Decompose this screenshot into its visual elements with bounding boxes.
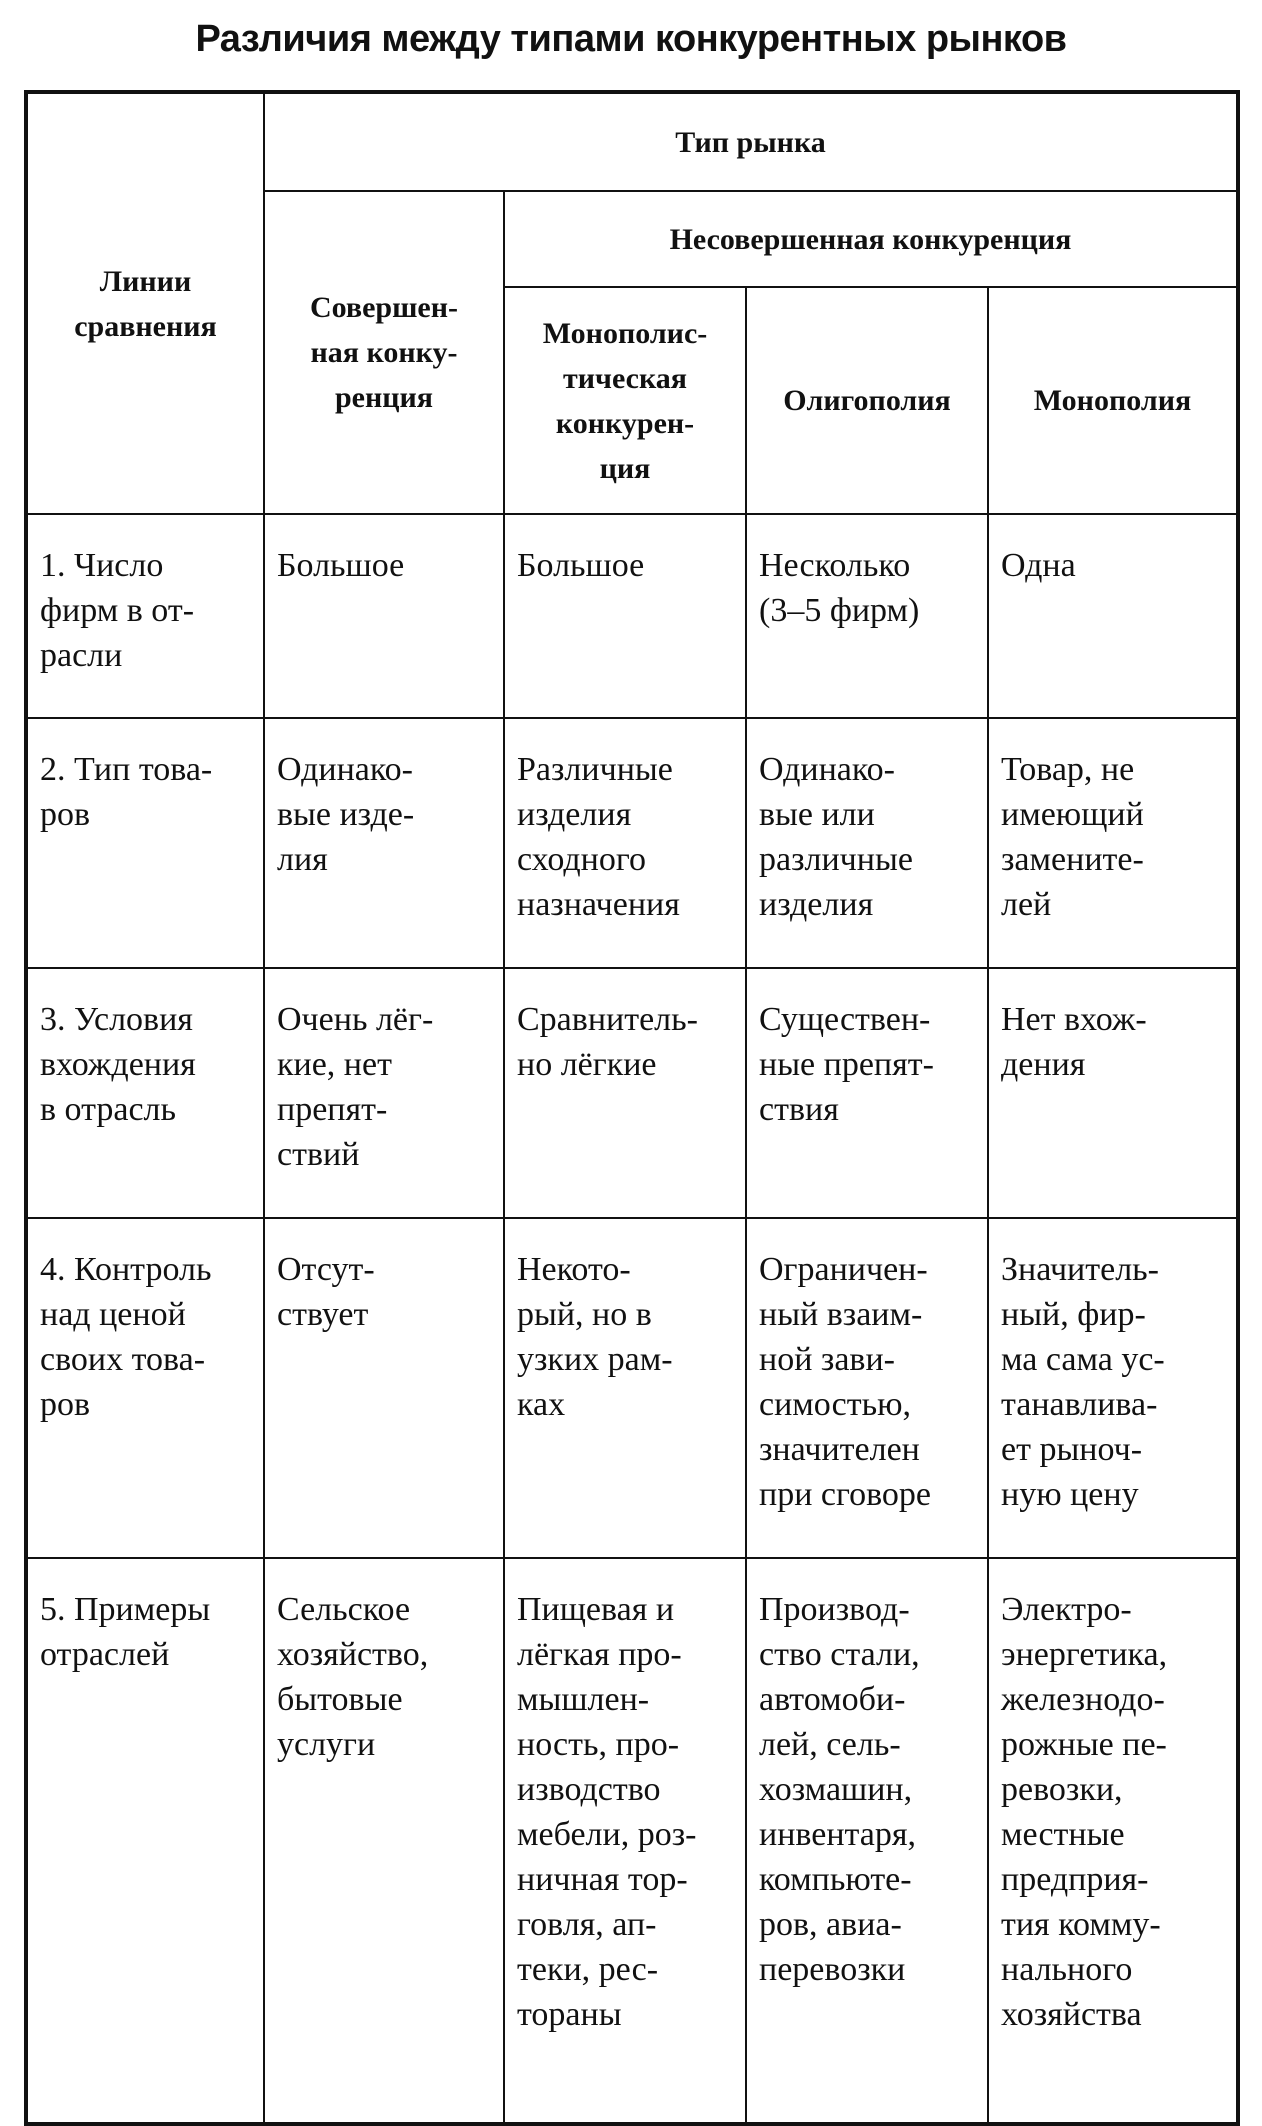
cell-monopoly: Электро- энергетика, железнодо- рожные пе- ревозки, местные предприя- тия комму- нального хозяйства (988, 1558, 1238, 2124)
header-imperfect-competition: Несовершенная конкуренция (504, 191, 1238, 287)
cell-monopoly: Значитель- ный, фир- ма сама ус- танавлива- ет рыноч- ную цену (988, 1218, 1238, 1558)
row-label: 5. Примеры отраслей (26, 1558, 264, 2124)
row-label: 4. Контроль над ценой своих това- ров (26, 1218, 264, 1558)
cell-monopoly: Одна (988, 514, 1238, 718)
cell-monopolistic: Сравнитель- но лёгкие (504, 968, 746, 1218)
table-row (26, 718, 1238, 968)
cell-monopolistic: Пищевая и лёгкая про- мышлен- ность, про- изводство мебели, роз- ничная тор- говля, ап- теки, рес- тораны (504, 1558, 746, 2124)
cell-perfect: Одинако- вые изде- лия (264, 718, 504, 968)
cell-perfect: Большое (264, 514, 504, 718)
cell-monopolistic: Большое (504, 514, 746, 718)
cell-monopolistic: Различные изделия сходного назначения (504, 718, 746, 968)
row-label: 1. Число фирм в от- расли (26, 514, 264, 718)
cell-oligopoly: Существен- ные препят- ствия (746, 968, 988, 1218)
comparison-table (24, 90, 1240, 2126)
header-perfect-competition: Совершен- ная конку- ренция (264, 191, 504, 514)
row-label: 2. Тип това- ров (26, 718, 264, 968)
table-row (26, 968, 1238, 1218)
cell-perfect: Сельское хозяйство, бытовые услуги (264, 1558, 504, 2124)
header-oligopoly: Олигополия (746, 287, 988, 514)
cell-oligopoly: Несколько (3–5 фирм) (746, 514, 988, 718)
table-row (26, 514, 1238, 718)
cell-perfect: Очень лёг- кие, нет препят- ствий (264, 968, 504, 1218)
table-row (26, 1558, 1238, 2124)
cell-monopoly: Нет вхож- дения (988, 968, 1238, 1218)
cell-perfect: Отсут- ствует (264, 1218, 504, 1558)
cell-oligopoly: Производ- ство стали, автомоби- лей, сель- хозмашин, инвентаря, компьюте- ров, авиа- перевозки (746, 1558, 988, 2124)
cell-oligopoly: Ограничен- ный взаим- ной зави- симостью, значителен при сговоре (746, 1218, 988, 1558)
cell-monopoly: Товар, не имеющий замените- лей (988, 718, 1238, 968)
header-row-market-type (26, 92, 1238, 191)
page-title: Различия между типами конкурентных рынков (195, 18, 1067, 60)
cell-monopolistic: Некото- рый, но в узких рам- ках (504, 1218, 746, 1558)
header-comparison-lines: Линии сравнения (26, 92, 264, 514)
header-monopoly: Монополия (988, 287, 1238, 514)
header-market-type: Тип рынка (264, 92, 1238, 191)
header-monopolistic-competition: Монополис- тическая конкурен- ция (504, 287, 746, 514)
row-label: 3. Условия вхождения в отрасль (26, 968, 264, 1218)
table-row (26, 1218, 1238, 1558)
cell-oligopoly: Одинако- вые или различные изделия (746, 718, 988, 968)
